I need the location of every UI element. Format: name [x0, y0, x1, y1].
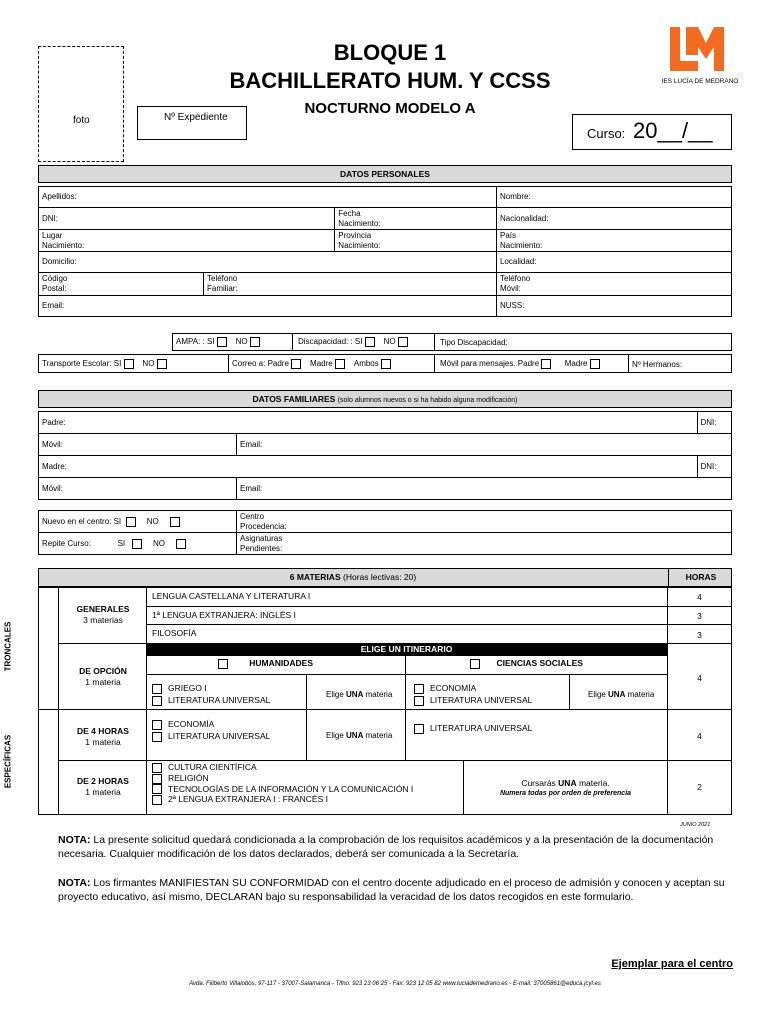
- photo-box: [38, 46, 124, 162]
- curso-box[interactable]: [572, 114, 732, 150]
- transporte-no-checkbox[interactable]: [157, 359, 167, 369]
- lugar-nacimiento-field[interactable]: Lugar Nacimiento:: [39, 230, 335, 252]
- ccss-subjects: ECONOMÍA LITERATURA UNIVERSAL: [414, 682, 532, 707]
- lengua-hours: 4: [697, 592, 702, 602]
- hermanos-field[interactable]: Nº Hermanos:: [632, 360, 683, 369]
- elige-una-4h: Elige UNA materia: [326, 731, 393, 740]
- humanidades-checkbox[interactable]: [218, 659, 228, 669]
- asignaturas-pendientes-field[interactable]: Asignaturas Pendientes:: [237, 533, 732, 555]
- title-line2: BACHILLERATO HUM. Y CCSS: [229, 68, 551, 93]
- correo-padre-checkbox[interactable]: [291, 359, 301, 369]
- repite-no-checkbox[interactable]: [176, 539, 186, 549]
- ampa-group: AMPA: : SI NO: [176, 337, 260, 347]
- de2horas-label: DE 2 HORAS: [77, 776, 129, 786]
- madre-email-field[interactable]: Email:: [237, 478, 732, 500]
- tipo-discapacidad-field[interactable]: Tipo Discapacidad:: [440, 338, 508, 347]
- de4horas-hours: 4: [697, 731, 702, 741]
- de2horas-sub: 1 materia: [85, 787, 121, 797]
- expediente-label: Nº Expediente: [164, 112, 228, 123]
- lit-universal-4h-ccss-checkbox[interactable]: [414, 724, 424, 734]
- nota2: NOTA: Los firmantes MANIFIESTAN SU CONFORMIDAD con el centro docente adjudicado en el proceso de admisión y conocen y aceptan su proyecto educativo, así mismo, DECLARAN bajo su responsabilidad la veracidad de los datos recogidos en este formulario.: [58, 877, 725, 903]
- humanidades-subjects: GRIEGO I LITERATURA UNIVERSAL: [152, 682, 270, 707]
- apellidos-field[interactable]: Apellidos:: [39, 187, 497, 208]
- de4horas-label: DE 4 HORAS: [77, 726, 129, 736]
- nombre-field[interactable]: Nombre:: [496, 187, 731, 208]
- centro-table: [38, 510, 732, 555]
- filosofia-hours: 3: [697, 630, 702, 640]
- footer-address: Avda. Filiberto Villalobos, 97-117 - 37007-Salamanca - Tlfno: 923 23 06 25 - Fax: 923 12 05 82 www.luciademedrano.es - E-mail: 37005861@educa.jcyl.es: [189, 981, 601, 987]
- pais-nacimiento-field[interactable]: País Nacimiento:: [497, 230, 732, 252]
- movil-padre-checkbox[interactable]: [541, 359, 551, 369]
- madre-movil-field[interactable]: Móvil:: [39, 478, 237, 500]
- opcion-hours: 4: [697, 673, 702, 683]
- ingles-hours: 3: [697, 611, 702, 621]
- de2horas-subjects: CULTURA CIENTÍFICA RELIGIÓN TECNOLOGÍAS DE LA INFORMACIÓN Y LA COMUNICACIÓN I 2ª LENGUA EXTRANJERA I : FRANCÉS I: [152, 762, 413, 805]
- itinerario-banner: ELIGE UN ITINERARIO: [146, 643, 667, 655]
- ingles-subject: 1ª LENGUA EXTRANJERA: INGLÉS I: [152, 610, 296, 620]
- family-data-table: [38, 411, 732, 500]
- curso-label: Curso:: [587, 126, 626, 141]
- horas-header: HORAS: [685, 572, 717, 582]
- email-field[interactable]: Email:: [39, 296, 497, 317]
- religion-checkbox[interactable]: [152, 774, 162, 784]
- school-logo: [666, 25, 726, 77]
- junio-date: JUNIO 2021: [680, 822, 711, 828]
- movil-mensajes-group: Móvil para mensajes. Padre Madre: [440, 359, 600, 369]
- ccss-checkbox[interactable]: [470, 659, 480, 669]
- de4horas-subjects-hum: ECONOMÍA LITERATURA UNIVERSAL: [152, 718, 270, 743]
- generales-label: GENERALES: [76, 604, 130, 614]
- repite-si-checkbox[interactable]: [132, 539, 142, 549]
- provincia-nacimiento-field[interactable]: Provincia Nacimiento:: [335, 230, 497, 252]
- ampa-no-checkbox[interactable]: [250, 337, 260, 347]
- padre-movil-field[interactable]: Móvil:: [39, 434, 237, 456]
- datos-familiares-title: DATOS FAMILIARES: [252, 394, 336, 404]
- telefono-familiar-field[interactable]: Teléfono Familiar:: [204, 273, 497, 296]
- griego-checkbox[interactable]: [152, 684, 162, 694]
- lit-universal-hum-checkbox[interactable]: [152, 696, 162, 706]
- transporte-group: Transporte Escolar: SI NO: [42, 359, 167, 369]
- codigo-postal-field[interactable]: Código Postal:: [39, 273, 204, 296]
- nacionalidad-field[interactable]: Nacionalidad:: [496, 208, 731, 230]
- tic-checkbox[interactable]: [152, 784, 162, 794]
- fecha-nacimiento-field[interactable]: Fecha Nacimiento:: [335, 208, 497, 230]
- logo-text: IES LUCÍA DE MEDRANO: [661, 78, 739, 85]
- lengua-subject: LENGUA CASTELLANA Y LITERATURA I: [152, 591, 311, 601]
- discapacidad-group: Discapacidad: : SI NO: [298, 337, 408, 347]
- generales-sub: 3 materias: [83, 615, 123, 625]
- de4horas-sub: 1 materia: [85, 737, 121, 747]
- humanidades-option: HUMANIDADES: [218, 658, 313, 669]
- filosofia-subject: FILOSOFÍA: [152, 628, 197, 638]
- elige-una-ccss: Elige UNA materia: [588, 690, 655, 699]
- telefono-movil-field[interactable]: Teléfono Móvil:: [497, 273, 732, 296]
- troncales-label: TRONCALES: [3, 621, 13, 672]
- de-opcion-label: DE OPCIÓN: [79, 666, 127, 676]
- title-line1: BLOQUE 1: [333, 40, 447, 65]
- correo-group: Correo a: Padre Madre Ambos: [232, 359, 391, 369]
- photo-label: foto: [73, 115, 90, 126]
- lit-universal-4h-checkbox[interactable]: [152, 732, 162, 742]
- discapacidad-si-checkbox[interactable]: [365, 337, 375, 347]
- transporte-si-checkbox[interactable]: [124, 359, 134, 369]
- ejemplar-label: Ejemplar para el centro: [611, 958, 733, 970]
- domicilio-field[interactable]: Domicilio:: [39, 252, 497, 273]
- de-opcion-sub: 1 materia: [85, 677, 121, 687]
- madre-field[interactable]: Madre:: [39, 456, 698, 478]
- datos-personales-header: DATOS PERSONALES: [38, 165, 732, 183]
- correo-madre-checkbox[interactable]: [335, 359, 345, 369]
- localidad-field[interactable]: Localidad:: [496, 252, 731, 273]
- de4horas-subjects-ccss: LITERATURA UNIVERSAL: [414, 722, 532, 735]
- ampa-si-checkbox[interactable]: [217, 337, 227, 347]
- correo-ambos-checkbox[interactable]: [381, 359, 391, 369]
- especificas-label: ESPECÍFICAS: [3, 734, 13, 789]
- de2horas-hours: 2: [697, 782, 702, 792]
- cultura-checkbox[interactable]: [152, 763, 162, 773]
- padre-dni-field[interactable]: DNI:: [697, 412, 732, 434]
- numera-note: Numera todas por orden de preferencia: [499, 790, 632, 797]
- economia-4h-checkbox[interactable]: [152, 720, 162, 730]
- datos-familiares-header: [38, 390, 732, 408]
- personal-data-table: [38, 186, 732, 317]
- discapacidad-no-checkbox[interactable]: [398, 337, 408, 347]
- nuevo-no-checkbox[interactable]: [170, 517, 180, 527]
- repite-curso-cell: Repite Curso: SI NO: [39, 533, 237, 555]
- padre-field[interactable]: Padre:: [39, 412, 698, 434]
- subtitle: NOCTURNO MODELO A: [304, 100, 476, 117]
- nuss-field[interactable]: NUSS:: [497, 296, 732, 317]
- materias-header: [38, 568, 732, 587]
- padre-email-field[interactable]: Email:: [237, 434, 732, 456]
- curso-value: 20__/__: [633, 118, 713, 143]
- nuevo-centro-cell: Nuevo en el centro: SI NO: [39, 511, 237, 533]
- datos-familiares-note: (solo alumnos nuevos o si ha habido alguna modificación): [337, 397, 518, 404]
- centro-procedencia-field[interactable]: Centro Procedencia:: [237, 511, 732, 533]
- dni-field[interactable]: DNI:: [39, 208, 335, 230]
- materias-note: (Horas lectivas: 20): [343, 572, 417, 582]
- materias-title: 6 MATERIAS: [289, 572, 341, 582]
- economia-ccss-checkbox[interactable]: [414, 684, 424, 694]
- nota1: NOTA: La presente solicitud quedará condicionada a la comprobación de los requisitos académicos y a la presentación de la documentación necesaria. Cualquier modificación de los datos declarados, deberá ser comunicada a la Secretaría.: [58, 834, 714, 860]
- frances-checkbox[interactable]: [152, 795, 162, 805]
- ccss-option: CIENCIAS SOCIALES: [470, 658, 583, 669]
- madre-dni-field[interactable]: DNI:: [697, 456, 732, 478]
- movil-madre-checkbox[interactable]: [590, 359, 600, 369]
- lit-universal-ccss-checkbox[interactable]: [414, 696, 424, 706]
- cursaras-note: Cursarás UNA materia.: [521, 778, 610, 788]
- elige-una-hum: Elige UNA materia: [326, 690, 393, 699]
- nuevo-si-checkbox[interactable]: [126, 517, 136, 527]
